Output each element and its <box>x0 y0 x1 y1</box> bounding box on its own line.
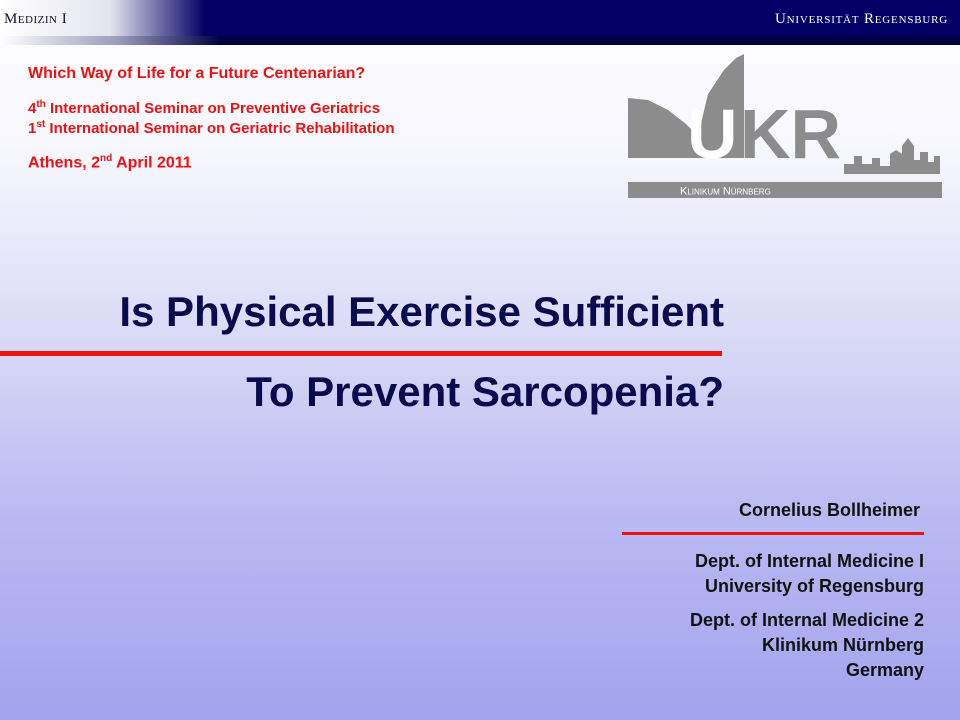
conference-date: Athens, 2nd April 2011 <box>28 153 192 172</box>
affiliation-2-country: Germany <box>845 660 924 680</box>
affiliation-1-institution: University of Regensburg <box>704 576 924 596</box>
seminar-line-1: 4th International Seminar on Preventive Geriatrics <box>28 99 381 117</box>
author-name: Cornelius Bollheimer <box>738 500 920 520</box>
header-department: Medizin I <box>4 11 68 27</box>
affiliation-2 <box>690 608 924 683</box>
affiliation-1-dept: Dept. of Internal Medicine I <box>694 551 924 571</box>
nuremberg-skyline-icon <box>844 138 940 174</box>
logo-subtitle: Klinikum Nürnberg <box>680 185 771 198</box>
title-line-1: Is Physical Exercise Sufficient <box>119 288 724 335</box>
header-rule <box>0 36 960 45</box>
conference-question: Which Way of Life for a Future Centenarian? <box>28 65 366 82</box>
affiliation-1 <box>695 549 924 599</box>
title-divider <box>0 351 722 356</box>
seminar-line-2: 1st International Seminar on Geriatric Rehabilitation <box>28 119 395 137</box>
affiliation-2-dept: Dept. of Internal Medicine 2 <box>689 610 924 630</box>
logo-kr-letters: KR <box>740 95 842 173</box>
header-bar <box>0 0 960 36</box>
affiliation-2-institution: Klinikum Nürnberg <box>761 635 924 655</box>
author-divider <box>622 532 924 535</box>
logo-subtitle-band <box>628 182 942 198</box>
title-line-2: To Prevent Sarcopenia? <box>246 368 724 415</box>
header-university: Universität Regensburg <box>775 11 948 27</box>
logo-u-letter: U <box>687 95 738 173</box>
ukr-logo <box>628 54 944 200</box>
